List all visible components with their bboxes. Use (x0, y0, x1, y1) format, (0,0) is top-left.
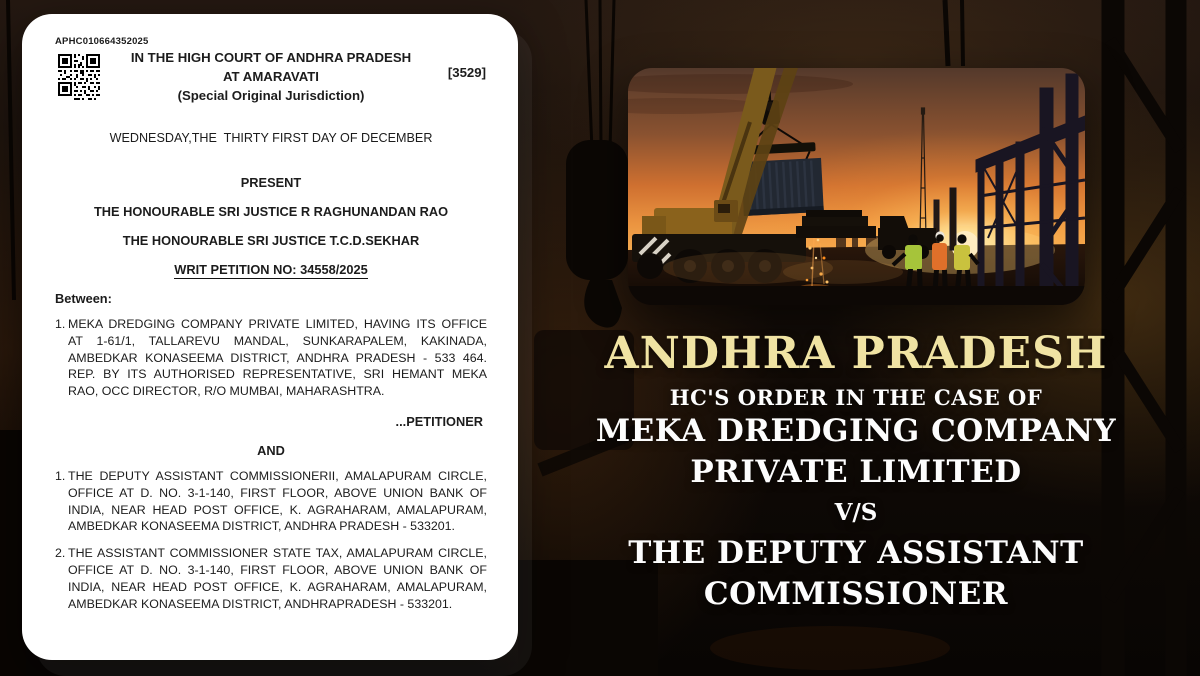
order-date: WEDNESDAY,THE THIRTY FIRST DAY OF DECEMBER (109, 131, 433, 145)
between-label: Between: (55, 291, 112, 306)
construction-photo-card (628, 68, 1085, 305)
qr-code-icon (58, 54, 100, 100)
writ-petition-number-text: WRIT PETITION NO: 34558/2025 (174, 262, 368, 277)
petitioner-number: 1. (55, 317, 66, 331)
party1-line2: PRIVATE LIMITED (690, 454, 1022, 490)
and-label: AND (257, 442, 285, 458)
foreground-shadow (628, 286, 1085, 305)
respondent2-text: THE ASSISTANT COMMISSIONER STATE TAX, AMALAPURAM CIRCLE, OFFICE AT D. NO. 3-1-140, FIRST FLOOR, ABOVE UNION BANK OF INDIA, NEAR HEAD POST OFFICE, K. AGRAHARAM, AMALAPURAM, AMBEDKAR KONASEEMA DISTRICT, ANDHRAPRADESH - 533201. (68, 546, 487, 611)
judge-name-2: THE HONOURABLE SRI JUSTICE T.C.D.SEKHAR (122, 233, 420, 248)
respondent1-text: THE DEPUTY ASSISTANT COMMISSIONERII, AMALAPURAM CIRCLE, OFFICE AT D. NO. 3-1-140, FIRST FLOOR, ABOVE UNION BANK OF INDIA, NEAR HEAD POST OFFICE, K. AGRAHARAM, AMALAPURAM, AMBEDKAR KONASEEMA DISTRICT, ANDHRA PRADESH - 533201. (68, 468, 487, 534)
dust-haze (783, 260, 903, 284)
bracket-number: [3529] (447, 65, 486, 80)
writ-petition-number (55, 263, 487, 279)
jurisdiction-line: (Special Original Jurisdiction) (177, 88, 365, 103)
ember-glow (710, 626, 950, 670)
court-name-line2: AT AMARAVATI (223, 69, 319, 84)
petitioner-paragraph (55, 316, 487, 400)
construction-photo (628, 68, 1085, 305)
petitioner-label: ...PETITIONER (395, 413, 483, 429)
party2-line1: THE DEPUTY ASSISTANT (628, 535, 1084, 571)
judge-name-1: THE HONOURABLE SRI JUSTICE R RAGHUNANDAN RAO (93, 204, 449, 219)
headline: ANDHRA PRADESH (604, 328, 1108, 379)
respondent2-number: 2. (55, 546, 66, 561)
document-ref-number: APHC010664352025 (55, 36, 149, 47)
party2-line2: COMMISSIONER (703, 576, 1009, 612)
respondent-paragraph-1 (55, 468, 487, 535)
versus-label: V/S (834, 499, 878, 526)
petitioner-text: MEKA DREDGING COMPANY PRIVATE LIMITED, HAVING ITS OFFICE AT 1-61/1, TALLAREVU MANDAL, SUNKARAPALEM, KAKINADA, AMBEDKAR KONASEEMA DISTRICT, ANDHRA PRADESH - 533 464. REP. BY ITS AUTHORISED REPRESENTATIVE, SRI HEMANT MEKA RAO, OCC DIRECTOR, R/O MUMBAI, MAHARASHTRA. (68, 317, 487, 399)
respondent-paragraph-2 (55, 545, 487, 612)
court-name-line1: IN THE HIGH COURT OF ANDHRA PRADESH (130, 50, 412, 65)
party1-line1: MEKA DREDGING COMPANY (595, 413, 1117, 449)
respondent1-number: 1. (55, 468, 66, 483)
court-order-document (22, 14, 518, 660)
headline-subtitle: HC'S ORDER IN THE CASE OF (669, 385, 1043, 410)
headline-overlay (595, 330, 1117, 615)
present-label: PRESENT (240, 175, 302, 190)
